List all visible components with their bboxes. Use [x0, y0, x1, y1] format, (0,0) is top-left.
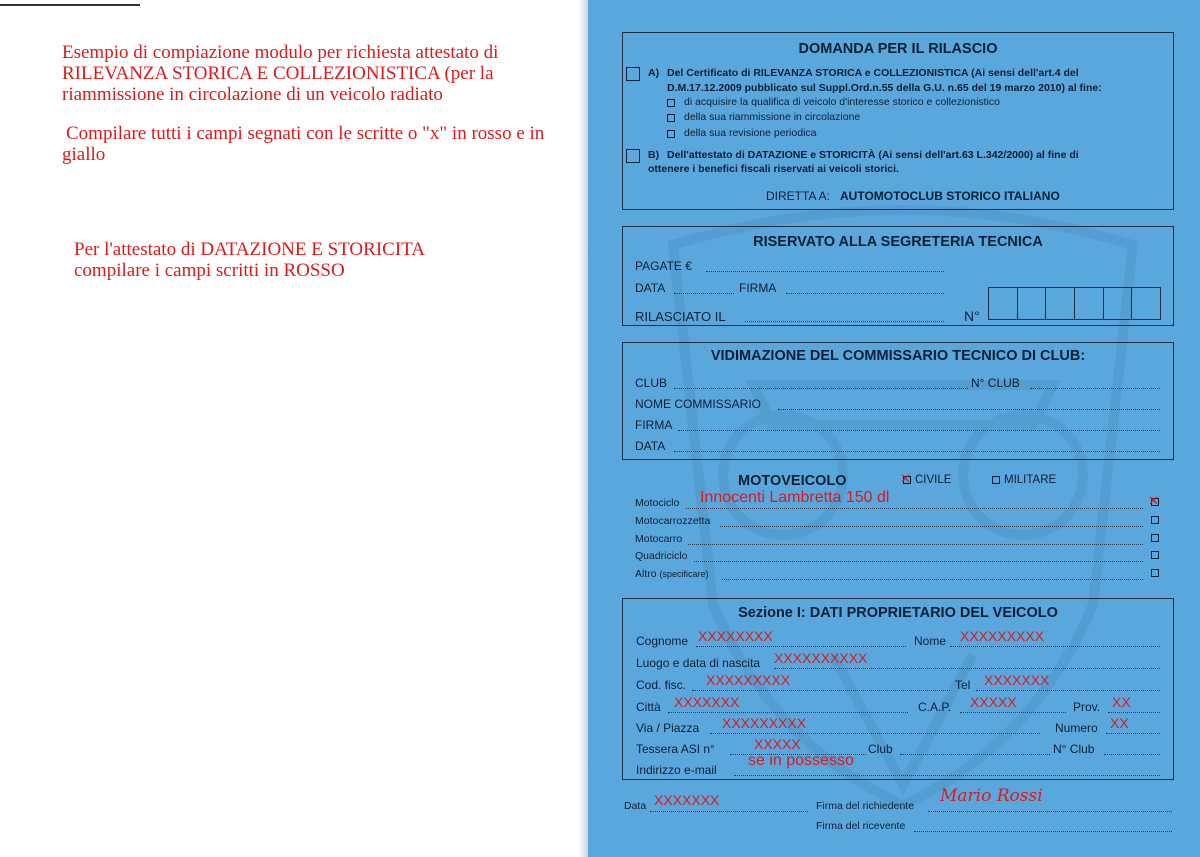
datazione-note: Per l'attestato di DATAZIONE E STORICITA compilare i campi scritti in ROSSO	[74, 239, 424, 281]
segreteria-data-field[interactable]	[674, 292, 734, 294]
luogo-field[interactable]	[774, 667, 1160, 669]
vid-commissario-label: NOME COMMISSARIO	[635, 397, 762, 411]
numero-field[interactable]	[1106, 732, 1160, 734]
nome-value: XXXXXXXXX	[960, 628, 1045, 644]
firma-ricevente-label: Firma del ricevente	[816, 820, 906, 832]
purpose-3-label: della sua revisione periodica	[684, 127, 817, 139]
footer-data-label: Data	[624, 800, 647, 812]
option-a-line1: Del Certificato di RILEVANZA STORICA e COLLEZIONISTICA (Ai sensi dell'art.4 del	[667, 67, 1079, 79]
type-motocarrozzetta-checkbox[interactable]	[1151, 516, 1159, 524]
segreteria-firma-field[interactable]	[786, 292, 944, 294]
scan-edge-line	[0, 4, 140, 6]
left-page	[0, 0, 585, 857]
cap-label: C.A.P.	[918, 700, 952, 714]
club-label-s1: Club	[868, 742, 893, 756]
altro-label-text: Altro	[635, 568, 657, 580]
tessera-value: XXXXX	[754, 736, 801, 752]
prov-label: Prov.	[1073, 700, 1101, 714]
type-quadriciclo-field[interactable]	[694, 560, 1143, 562]
numero-label: N°	[964, 308, 980, 324]
signature: Mario Rossi	[940, 786, 1043, 806]
option-a-line2: D.M.17.12.2009 pubblicato sul Suppl.Ord.n.55 della G.U. n.65 del 19 marzo 2010) al fine:	[667, 82, 1102, 94]
type-motociclo-field[interactable]	[686, 507, 1143, 509]
type-motocarrozzetta-field[interactable]	[720, 525, 1143, 527]
citta-value: XXXXXXX	[674, 694, 740, 710]
codfisc-field[interactable]	[692, 689, 950, 691]
option-a-prefix: A)	[648, 67, 660, 79]
motoveicolo-title: MOTOVEICOLO	[738, 473, 847, 489]
purpose-1-label: di acquisire la qualifica di veicolo d'interesse storico e collezionistico	[684, 96, 1000, 108]
purpose-3-checkbox[interactable]	[667, 130, 675, 138]
option-a-checkbox[interactable]	[626, 67, 640, 81]
altro-specificare: (specificare)	[659, 569, 709, 579]
club-field[interactable]	[900, 753, 1050, 755]
firma-richiedente-field[interactable]	[928, 810, 1172, 812]
purpose-2-checkbox[interactable]	[667, 114, 675, 122]
segreteria-title: RISERVATO ALLA SEGRETERIA TECNICA	[753, 234, 1043, 250]
civile-check-mark: ✕	[900, 471, 911, 486]
option-b-line2: ottenere i benefici fiscali riservati ai veicoli storici.	[648, 163, 899, 175]
segreteria-data-label: DATA	[635, 281, 666, 295]
firma-richiedente-text: Firma del richiedente	[816, 800, 915, 812]
vidimazione-title: VIDIMAZIONE DEL COMMISSARIO TECNICO DI CLUB:	[710, 348, 1086, 364]
via-value: XXXXXXXXX	[722, 715, 807, 731]
tel-label: Tel	[955, 678, 971, 692]
cap-field[interactable]	[960, 711, 1066, 713]
codfisc-label: Cod. fisc.	[636, 678, 687, 692]
vid-firma-field[interactable]	[678, 429, 1160, 431]
vid-data-label: DATA	[635, 439, 666, 453]
domanda-title: DOMANDA PER IL RILASCIO	[798, 41, 998, 57]
email-value: se in possesso	[748, 752, 854, 769]
segreteria-firma-label: FIRMA	[739, 281, 777, 295]
footer-data-field[interactable]	[650, 810, 808, 812]
rilasciato-field[interactable]	[745, 320, 944, 322]
option-b-line1: Dell'attestato di DATAZIONE e STORICITÀ (Ai sensi dell'art.63 L.342/2000) al fine di	[667, 149, 1079, 161]
option-b-prefix: B)	[648, 149, 660, 161]
tel-value: XXXXXXX	[984, 672, 1050, 688]
sezione1-title: Sezione I: DATI PROPRIETARIO DEL VEICOLO	[738, 605, 1058, 621]
vid-club-label: CLUB	[635, 376, 668, 390]
codfisc-value: XXXXXXXXX	[706, 672, 791, 688]
type-altro-label	[635, 568, 709, 580]
luogo-value: XXXXXXXXXX	[774, 650, 868, 666]
prov-field[interactable]	[1108, 711, 1160, 713]
vid-nclub-label: N° CLUB	[971, 376, 1020, 390]
motociclo-check-mark: ✕	[1148, 493, 1159, 508]
firma-ricevente-field[interactable]	[914, 830, 1172, 832]
option-b-checkbox[interactable]	[626, 149, 640, 163]
tel-field[interactable]	[976, 689, 1160, 691]
nome-field[interactable]	[950, 645, 1160, 647]
type-quadriciclo-label: Quadriciclo	[635, 550, 688, 562]
cap-value: XXXXX	[970, 694, 1017, 710]
militare-checkbox[interactable]	[992, 476, 1000, 484]
pagate-field[interactable]	[706, 270, 944, 272]
type-motocarro-label: Motocarro	[635, 533, 683, 545]
rilasciato-label: RILASCIATO IL	[635, 309, 726, 324]
via-label: Via / Piazza	[636, 721, 700, 735]
type-altro-checkbox[interactable]	[1151, 569, 1159, 577]
type-altro-field[interactable]	[722, 578, 1143, 580]
citta-label: Città	[636, 700, 661, 714]
form-page	[588, 0, 1200, 857]
civile-label: CIVILE	[915, 474, 952, 486]
via-field[interactable]	[710, 732, 1040, 734]
email-field[interactable]	[734, 774, 1160, 776]
vid-club-field[interactable]	[674, 387, 968, 389]
firma-richiedente-label	[816, 800, 914, 812]
numero-value: XX	[1110, 715, 1129, 731]
militare-label: MILITARE	[1004, 474, 1057, 486]
vid-nclub-field[interactable]	[1030, 387, 1160, 389]
purpose-1-checkbox[interactable]	[667, 99, 675, 107]
cognome-label: Cognome	[636, 634, 689, 648]
fields-note: Compilare tutti i campi segnati con le scritte o "x" in rosso e in giallo	[62, 123, 545, 165]
nclub-field[interactable]	[1104, 753, 1160, 755]
vid-commissario-field[interactable]	[778, 408, 1160, 410]
purpose-2-label: della sua riammissione in circolazione	[684, 111, 861, 123]
tessera-label: Tessera ASI n°	[636, 742, 715, 756]
email-label: Indirizzo e-mail	[636, 763, 717, 777]
footer-data-value: XXXXXXX	[654, 792, 720, 808]
numero-grid[interactable]	[988, 287, 1161, 320]
citta-field[interactable]	[668, 711, 908, 713]
nome-label: Nome	[914, 634, 947, 648]
type-motociclo-label: Motociclo	[635, 497, 680, 509]
numero-label-s1: Numero	[1055, 721, 1098, 735]
diretta-value: AUTOMOTOCLUB STORICO ITALIANO	[840, 189, 1060, 203]
vid-data-field[interactable]	[674, 450, 1160, 452]
intro-note: Esempio di compiazione modulo per richiesta attestato di RILEVANZA STORICA E COLLEZIONISTICA (per la riammissione in circolazione di un veicolo radiato	[62, 42, 499, 105]
luogo-label: Luogo e data di nascita	[636, 656, 761, 670]
type-motocarro-field[interactable]	[688, 543, 1143, 545]
pagate-label: PAGATE €	[635, 259, 692, 273]
type-quadriciclo-checkbox[interactable]	[1151, 551, 1159, 559]
type-motocarrozzetta-label: Motocarrozzetta	[635, 515, 711, 527]
prov-value: XX	[1112, 694, 1131, 710]
vid-firma-label: FIRMA	[635, 418, 673, 432]
model-value: Innocenti Lambretta 150 dl	[700, 489, 890, 506]
diretta-label: DIRETTA A:	[766, 189, 830, 203]
type-motocarro-checkbox[interactable]	[1151, 534, 1159, 542]
nclub-label-s1: N° Club	[1053, 742, 1095, 756]
cognome-value: XXXXXXXX	[698, 628, 773, 644]
cognome-field[interactable]	[696, 645, 906, 647]
